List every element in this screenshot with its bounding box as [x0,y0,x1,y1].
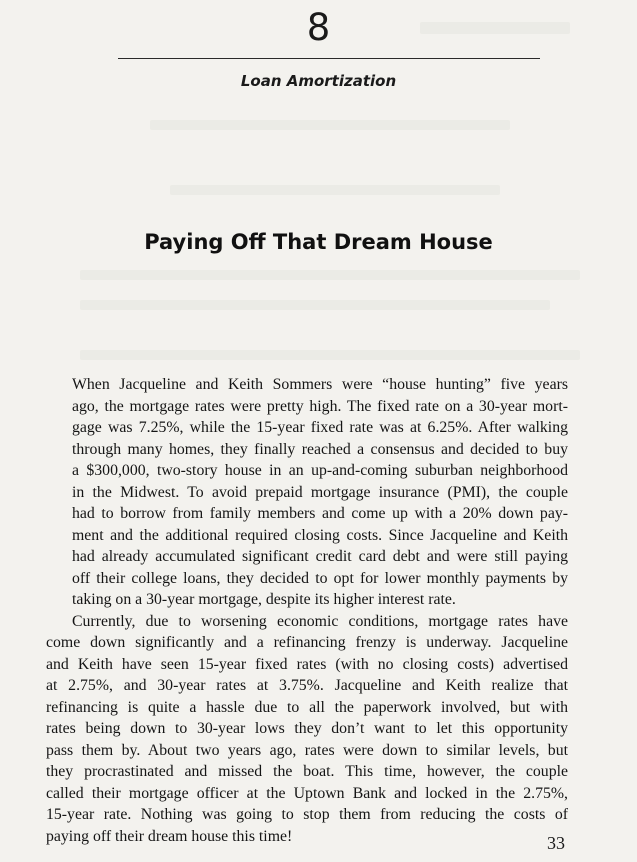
text-line: When Jacqueline and Keith Sommers were “house hunting” five years [72,376,568,393]
text-line: ago, the mortgage rates were pretty high. The fixed rate on a 30-year mort- [72,397,568,415]
text-line: taking on a 30-year mortgage, despite its higher interest rate. [72,591,456,608]
text-line: refinancing is quite a hassle due to all the paperwork involved, but with [46,698,568,716]
page-number: 33 [547,833,565,853]
text-line: gage was 7.25%, while the 15-year fixed rate was at 6.25%. After walking [72,419,568,436]
body-text [46,374,568,847]
text-line: 15-year rate. Nothing was going to stop them from reducing the costs of [46,806,568,823]
chapter-number: 8 [306,6,331,49]
text-line: off their college loans, they decided to opt for lower monthly payments by [72,569,568,587]
bleed-through-shadow [80,350,580,360]
text-line: at 2.75%, and 30-year rates at 3.75%. Jacqueline and Keith realize that [46,677,568,694]
text-line: ment and the additional required closing costs. Since Jacqueline and Keith [72,526,568,544]
text-line: come down significantly and a refinancing frenzy is underway. Jacqueline [46,634,568,651]
text-line: paying off their dream house this time! [46,827,293,845]
text-line: through many homes, they finally reached a consensus and decided to buy [72,440,568,458]
text-line: called their mortgage officer at the Uptown Bank and locked in the 2.75%, [46,784,568,802]
text-line: Currently, due to worsening economic conditions, mortgage rates have [72,612,568,630]
paragraph [46,611,568,848]
section-title: Paying Off That Dream House [144,230,493,254]
chapter-title: Loan Amortization [240,72,397,90]
text-line: and Keith have seen 15-year fixed rates (with no closing costs) advertised [46,655,568,673]
text-line: had already accumulated significant credit card debt and were still paying [72,548,568,565]
paragraph [46,374,568,611]
text-line: rates being down to 30-year lows they don’t want to let this opportunity [46,720,568,737]
text-line: a $300,000, two-story house in an up-and-coming suburban neighborhood [72,462,568,479]
text-line: pass them by. About two years ago, rates were down to similar levels, but [46,741,568,759]
bleed-through-shadow [80,270,580,280]
bleed-through-shadow [170,185,500,195]
bleed-through-shadow [150,120,510,130]
bleed-through-shadow [80,300,550,310]
text-line: in the Midwest. To avoid prepaid mortgage insurance (PMI), the couple [72,483,568,501]
chapter-divider [118,58,540,59]
text-line: they procrastinated and missed the boat. This time, however, the couple [46,763,568,780]
text-line: had to borrow from family members and come up with a 20% down pay- [72,505,568,522]
